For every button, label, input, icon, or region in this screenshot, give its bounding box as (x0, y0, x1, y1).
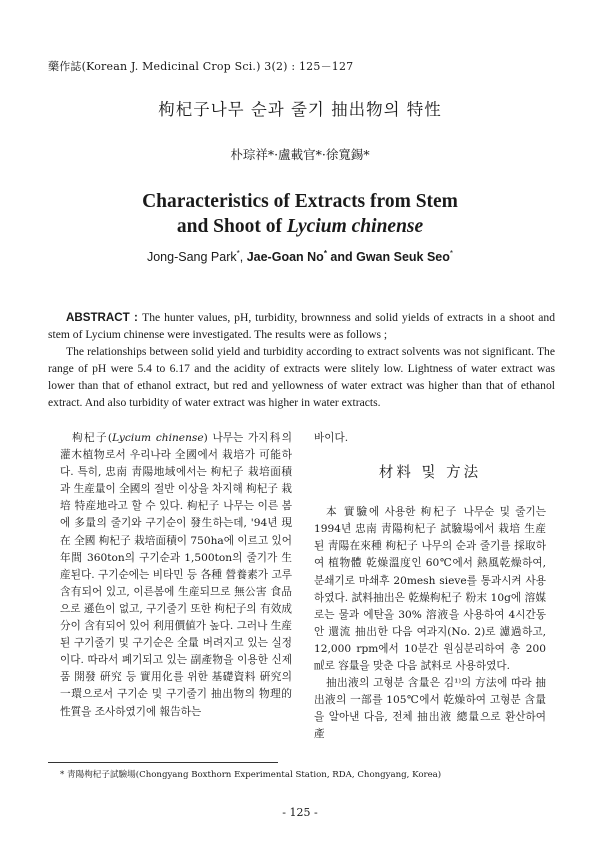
intro-species-name: Lycium chinense (112, 432, 204, 444)
author-3: Gwan Seuk Seo (356, 250, 450, 265)
affiliation-mark: * (323, 249, 327, 258)
english-authors: Jong-Sang Park*, Jae-Goan No* and Gwan Seuk Seo* (146, 249, 454, 265)
english-title-line2 (0, 214, 600, 239)
intro-continuation: 바이다. (314, 432, 349, 444)
journal-reference: 藥作誌(Korean J. Medicinal Crop Sci.) 3(2) : 125－127 (48, 60, 354, 73)
methods-paragraph-1: 本 實驗에 사용한 枸杞子 나무순 및 줄기는 1994년 忠南 靑陽枸杞子 試驗場에서 栽培 生産된 靑陽在來種 枸杞子 나무의 순과 줄기를 採取하여 植物體 乾燥溫度인 60℃에서 熱風乾燥하여, 분쇄기로 마쇄후 20mesh sieve를 통과시켜 사용하였다. 試料抽出은 乾燥枸杞子 粉末 10g에 溶媒로는 물과 에탄올 30% 溶液을 사용하여 4시간동안 還流 抽出한 다음 여과지(No. 2)로 濾過하고, 12,000 rpm에서 10분간 원심분리하여 총 200㎖로 容量을 맞춘 다음 試料로 사용하였다. (314, 506, 546, 673)
footnote-divider (48, 762, 278, 763)
section-heading-materials-methods: 材料 및 方法 (378, 465, 482, 482)
abstract-label: ABSTRACT (66, 311, 130, 324)
english-title-line2-prefix: and Shoot of (176, 216, 287, 237)
abstract-paragraph-1: ABSTRACT : The hunter values, pH, turbidity, brownness and solid yields of extracts in a shoot and stem of Lycium chinense were investigated. The results were as follows ; (48, 311, 555, 341)
affiliation-mark: * (236, 249, 240, 258)
page-number: - 125 - (282, 806, 318, 819)
intro-paragraph (60, 430, 292, 721)
english-title-line1: Characteristics of Extracts from Stem (142, 191, 458, 212)
intro-text: ) 나무는 가지科의 灌木植物로서 우리나라 全國에서 栽培가 可能하다. 특히, 忠南 靑陽地域에서는 枸杞子 栽培面積과 生産量이 全國의 절반 이상을 차지해 枸杞子 栽培 特産地라고 할 수 있다. 枸杞子 나무는 이른 봄에 多量의 줄기와 구기순이 發生하는데, '94년 現在 全國 枸杞子 栽培面積이 750ha에 이르고 있어 年間 360ton의 구기순과 1,500ton의 줄기가 生産된다. 구기순에는 비타민 등 各種 營養素가 고루 含有되어 있고, 이른봄에 生産되므로 無公害 食品으로 遜色이 없고, 구기줄기 또한 枸杞子의 有效成分이 含有되어 있어 利用價値가 높다. 그러나 生産된 구기줄기 및 구기순은 全量 버려지고 있는 실정이다. 따라서 폐기되고 있는 副產物을 이용한 신제품 開發 硏究 등 實用化를 위한 基礎資料 硏究의 一環으로서 구기순 및 구기줄기 抽出物의 物理的 性質을 조사하였기에 報告하는 (60, 432, 292, 718)
species-name: Lycium chinense (286, 216, 424, 237)
english-title (0, 189, 600, 239)
abstract (48, 309, 555, 411)
body-right-column (314, 430, 546, 744)
author-2: Jae-Goan No (246, 250, 324, 265)
korean-title: 枸杞子나무 순과 줄기 抽出物의 特性 (158, 100, 442, 119)
author-separator: and (326, 250, 357, 265)
methods-paragraph-2: 抽出液의 고형분 含量은 김¹⁾의 方法에 따라 抽出液의 一部를 105℃에서 乾燥하여 고형분 含量을 알아낸 다음, 전체 抽出液 總量으로 환산하여 產 (314, 677, 546, 741)
body-left-column (60, 430, 292, 721)
korean-authors: 朴琮祥*·盧載官*·徐寬錫* (230, 147, 370, 162)
author-1: Jong-Sang Park (146, 250, 237, 265)
affiliation-footnote: * 靑陽枸杞子試驗場(Chongyang Boxthorn Experimental Station, RDA, Chongyang, Korea) (60, 770, 442, 780)
abstract-text-1: The hunter values, pH, turbidity, brownness and solid yields of extracts in a shoot and stem of Lycium chinense were investigated. The results were as follows ; (48, 311, 555, 341)
intro-prefix: 枸杞子( (72, 432, 113, 444)
abstract-paragraph-2: The relationships between solid yield and turbidity according to extract solvents was not significant. The range of pH were 5.4 to 6.17 and the acidity of extracts were slitely low. Lightness of water extract was lower than that of ethanol extract, but red and yellowness of water extract was higher than that of ethanol extract. And also turbidity of water extract was higher in water extracts. (48, 345, 555, 409)
affiliation-mark: * (449, 249, 454, 258)
